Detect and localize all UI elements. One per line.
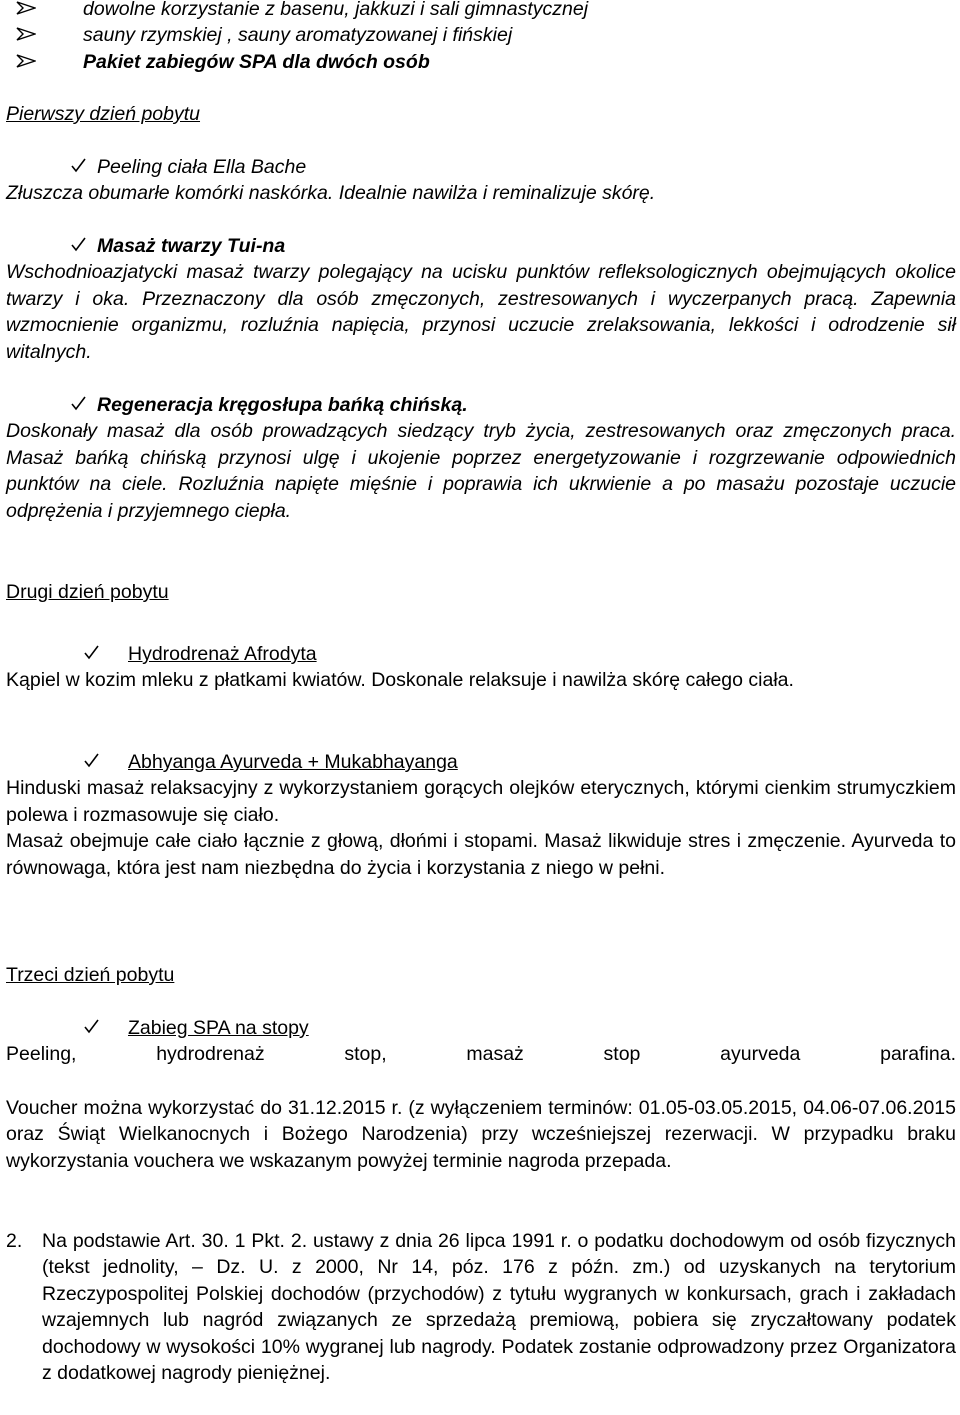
treatment-description: Złuszcza obumarłe komórki naskórka. Idealnie nawilża i reminalizuje skórę. (6, 182, 656, 205)
voucher-terms: Voucher można wykorzystać do 31.12.2015 r. (z wyłączeniem terminów: 01.05-03.05.2015, 04.06-07.06.2015 oraz Świąt Wielkanocnych i Bożego Narodzenia) przy wcześniejszej rezerwacji. W przypadku braku wykorzystania vouchera we wskazanym powyżej terminie nagroda przepada. (6, 1097, 956, 1172)
treatment-title: Hydrodrenaż Afrodyta (128, 643, 317, 665)
paragraph-number: 2. (6, 1230, 23, 1252)
arrow-bullet-icon (16, 0, 38, 22)
treatment-description: Peeling, hydrodrenaż stop, masaż stop ayurveda parafina. (6, 1043, 956, 1066)
day2-treatment-1 (6, 641, 956, 694)
day2-heading: Drugi dzień pobytu (6, 581, 169, 603)
treatment-description: Kąpiel w kozim mleku z płatkami kwiatów. Doskonale relaksuje i nawilża skórę całego ciała. (6, 669, 794, 692)
day1-treatment-1 (6, 154, 956, 207)
treatment-title: Zabieg SPA na stopy (128, 1017, 309, 1039)
bullet-text: dowolne korzystanie z basenu, jakkuzi i sali gimnastycznej (83, 0, 589, 20)
treatment-title: Peeling ciała Ella Bache (97, 156, 307, 178)
day1-treatment-2 (6, 233, 956, 365)
treatment-title: Abhyanga Ayurveda + Mukabhayanga (128, 751, 458, 773)
day3-heading: Trzeci dzień pobytu (6, 964, 175, 986)
list-item (6, 22, 588, 48)
treatment-description: Wschodnioazjatycki masaż twarzy polegający na ucisku punktów refleksologicznych obejmujących okolice twarzy i oka. Przeznaczony dla osób zmęczonych, zestresowanych i wyczerpanych pracą. (6, 261, 956, 310)
day1-heading: Pierwszy dzień pobytu (6, 103, 201, 125)
bullet-text: sauny rzymskiej , sauny aromatyzowanej i fińskiej (83, 24, 513, 47)
checkmark-icon (71, 154, 85, 180)
checkmark-icon (71, 233, 85, 259)
treatment-description: Doskonały masaż dla osób prowadzących siedzący tryb życia, zestresowanych oraz zmęczonych praca. Masaż bańką chińską przynosi ulgę i ukojenie poprzez energetyzowanie i rozgrzewanie odpowiednich punktów na ciele. Rozluźnia napięte mięśnie i poprawia ich ukrwienie a po masażu pozostaje uczucie odprężenia i przyjemnego ciepła. (6, 420, 956, 522)
list-item (6, 0, 588, 22)
day1-treatment-3 (6, 392, 956, 524)
arrow-bullet-icon (16, 22, 38, 48)
checkmark-icon (71, 392, 85, 418)
checkmark-icon (84, 641, 98, 667)
treatment-description-continued: Masaż obejmuje całe ciało łącznie z głową, dłońmi i stopami. Masaż likwiduje stres i zmęczenie. Ayurveda to równowaga, która jest nam niezbędna do życia i korzystania z niego w pełni. (6, 830, 956, 879)
day2-treatment-2 (6, 749, 956, 881)
treatment-title: Masaż twarzy Tui-na (97, 235, 286, 257)
treatment-title: Regeneracja kręgosłupa bańką chińską. (97, 394, 468, 416)
checkmark-icon (84, 1015, 98, 1041)
numbered-paragraph (6, 1228, 956, 1386)
paragraph-text: Na podstawie Art. 30. 1 Pkt. 2. ustawy z dnia 26 lipca 1991 r. o podatku dochodowym od osób fizycznych (tekst jednolity, – Dz. U. z 2000, Nr 14, póz. 176 z późn. zm.) od uzyskanych na terytorium Rzeczypospolitej Polskiej dochodów (przychodów) z tytułu wygranych w konkursach, grach i zakładach wzajemnych lub nagród związanych ze sprzedażą premiową, pobiera się zryczałtowany podatek dochodowy w wysokości 10% wygranej lub nagrody. Podatek zostanie odprowadzony przez Organizatora z dodatkowej nagrody pieniężnej. (42, 1230, 956, 1385)
checkmark-icon (84, 749, 98, 775)
arrow-bullet-icon (16, 49, 38, 75)
list-item (6, 49, 588, 75)
top-bullet-list (6, 0, 588, 75)
treatment-description-continued: Zapewnia wzmocnienie organizmu, rozluźnia napięcia, przynosi uczucie zrelaksowania, lekkości i odrodzenie sił witalnych. (6, 287, 957, 363)
treatment-description: Hinduski masaż relaksacyjny z wykorzystaniem gorących olejków eterycznych, którymi cienkim strumyczkiem polewa i rozmasowuje się ciało. (6, 777, 956, 826)
bullet-text: Pakiet zabiegów SPA dla dwóch osób (83, 50, 430, 73)
day3-treatment-1 (6, 1015, 956, 1068)
